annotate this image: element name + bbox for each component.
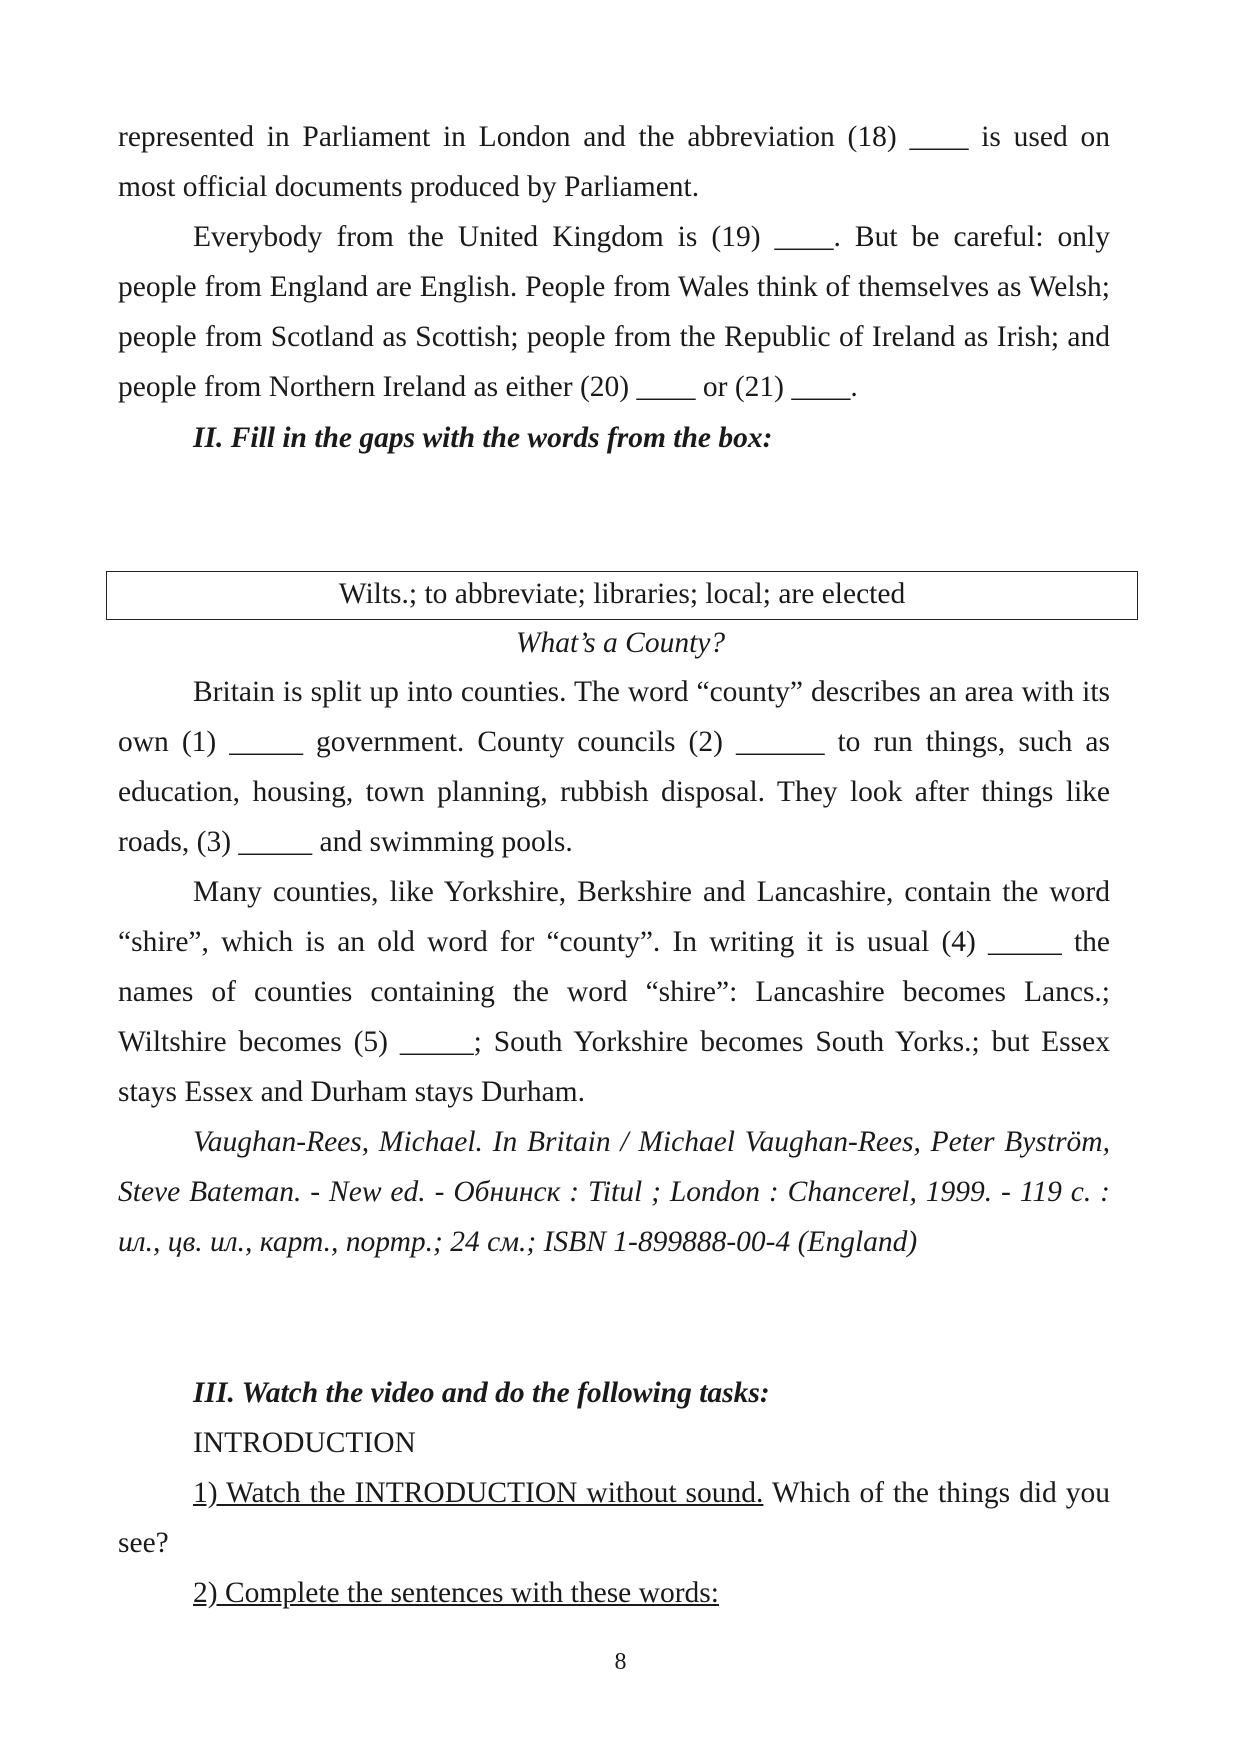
section-2-heading: II. Fill in the gaps with the words from the box: bbox=[193, 422, 773, 454]
paragraph-parliament-abbreviation: represented in Parliament in London and the abbreviation (18) ____ is used on most official documents produced by Parliament. bbox=[118, 121, 1110, 203]
word-box-words: Wilts.; to abbreviate; libraries; local; are elected bbox=[338, 578, 906, 610]
paragraph-united-kingdom-nationality: Everybody from the United Kingdom is (19) ____. But be careful: only people from England are English. People from Wales think of themselves as Welsh; people from Scotland as Scottish; people from the Republic of Ireland as Irish; and people from Northern Ireland as either (20) ____ or (21) ____. bbox=[118, 221, 1110, 403]
task-1-question: Which of the things did you see? bbox=[118, 1477, 1110, 1559]
introduction-label: INTRODUCTION bbox=[193, 1427, 416, 1459]
paragraph-shires: Many counties, like Yorkshire, Berkshire and Lancashire, contain the word “shire”, which is an old word for “county”. In writing it is usual (4) _____ the names of counties containing the word “shire”: Lancashire becomes Lancs.; Wiltshire becomes (5) _____; South Yorkshire becomes South Yorks.; but Essex stays Essex and Durham stays Durham. bbox=[118, 876, 1110, 1108]
paragraph-counties: Britain is split up into counties. The word “county” describes an area with its own (1) _____ government. County councils (2) ______ to run things, such as education, housing, town planning, rubbish disposal. They look after things like roads, (3) _____ and swimming pools. bbox=[118, 676, 1110, 858]
text-title: What’s a County? bbox=[515, 627, 726, 659]
task-2 bbox=[193, 1568, 719, 1618]
word-box bbox=[106, 571, 1138, 620]
page-number: 8 bbox=[614, 1649, 627, 1675]
section-3-heading: III. Watch the video and do the following tasks: bbox=[193, 1377, 770, 1409]
task-1-instruction: 1) Watch the INTRODUCTION without sound. bbox=[193, 1477, 764, 1509]
task-1 bbox=[118, 1468, 1110, 1568]
task-2-instruction: 2) Complete the sentences with these words: bbox=[193, 1577, 719, 1609]
citation: Vaughan-Rees, Michael. In Britain / Michael Vaughan-Rees, Peter Byström, Steve Bateman. - New ed. - Обнинск : Titul ; London : Chancerel, 1999. - 119 с. : ил., цв. ил., карт., портр.; 24 см.; ISBN 1-899888-00-4 (England) bbox=[118, 1126, 1110, 1258]
